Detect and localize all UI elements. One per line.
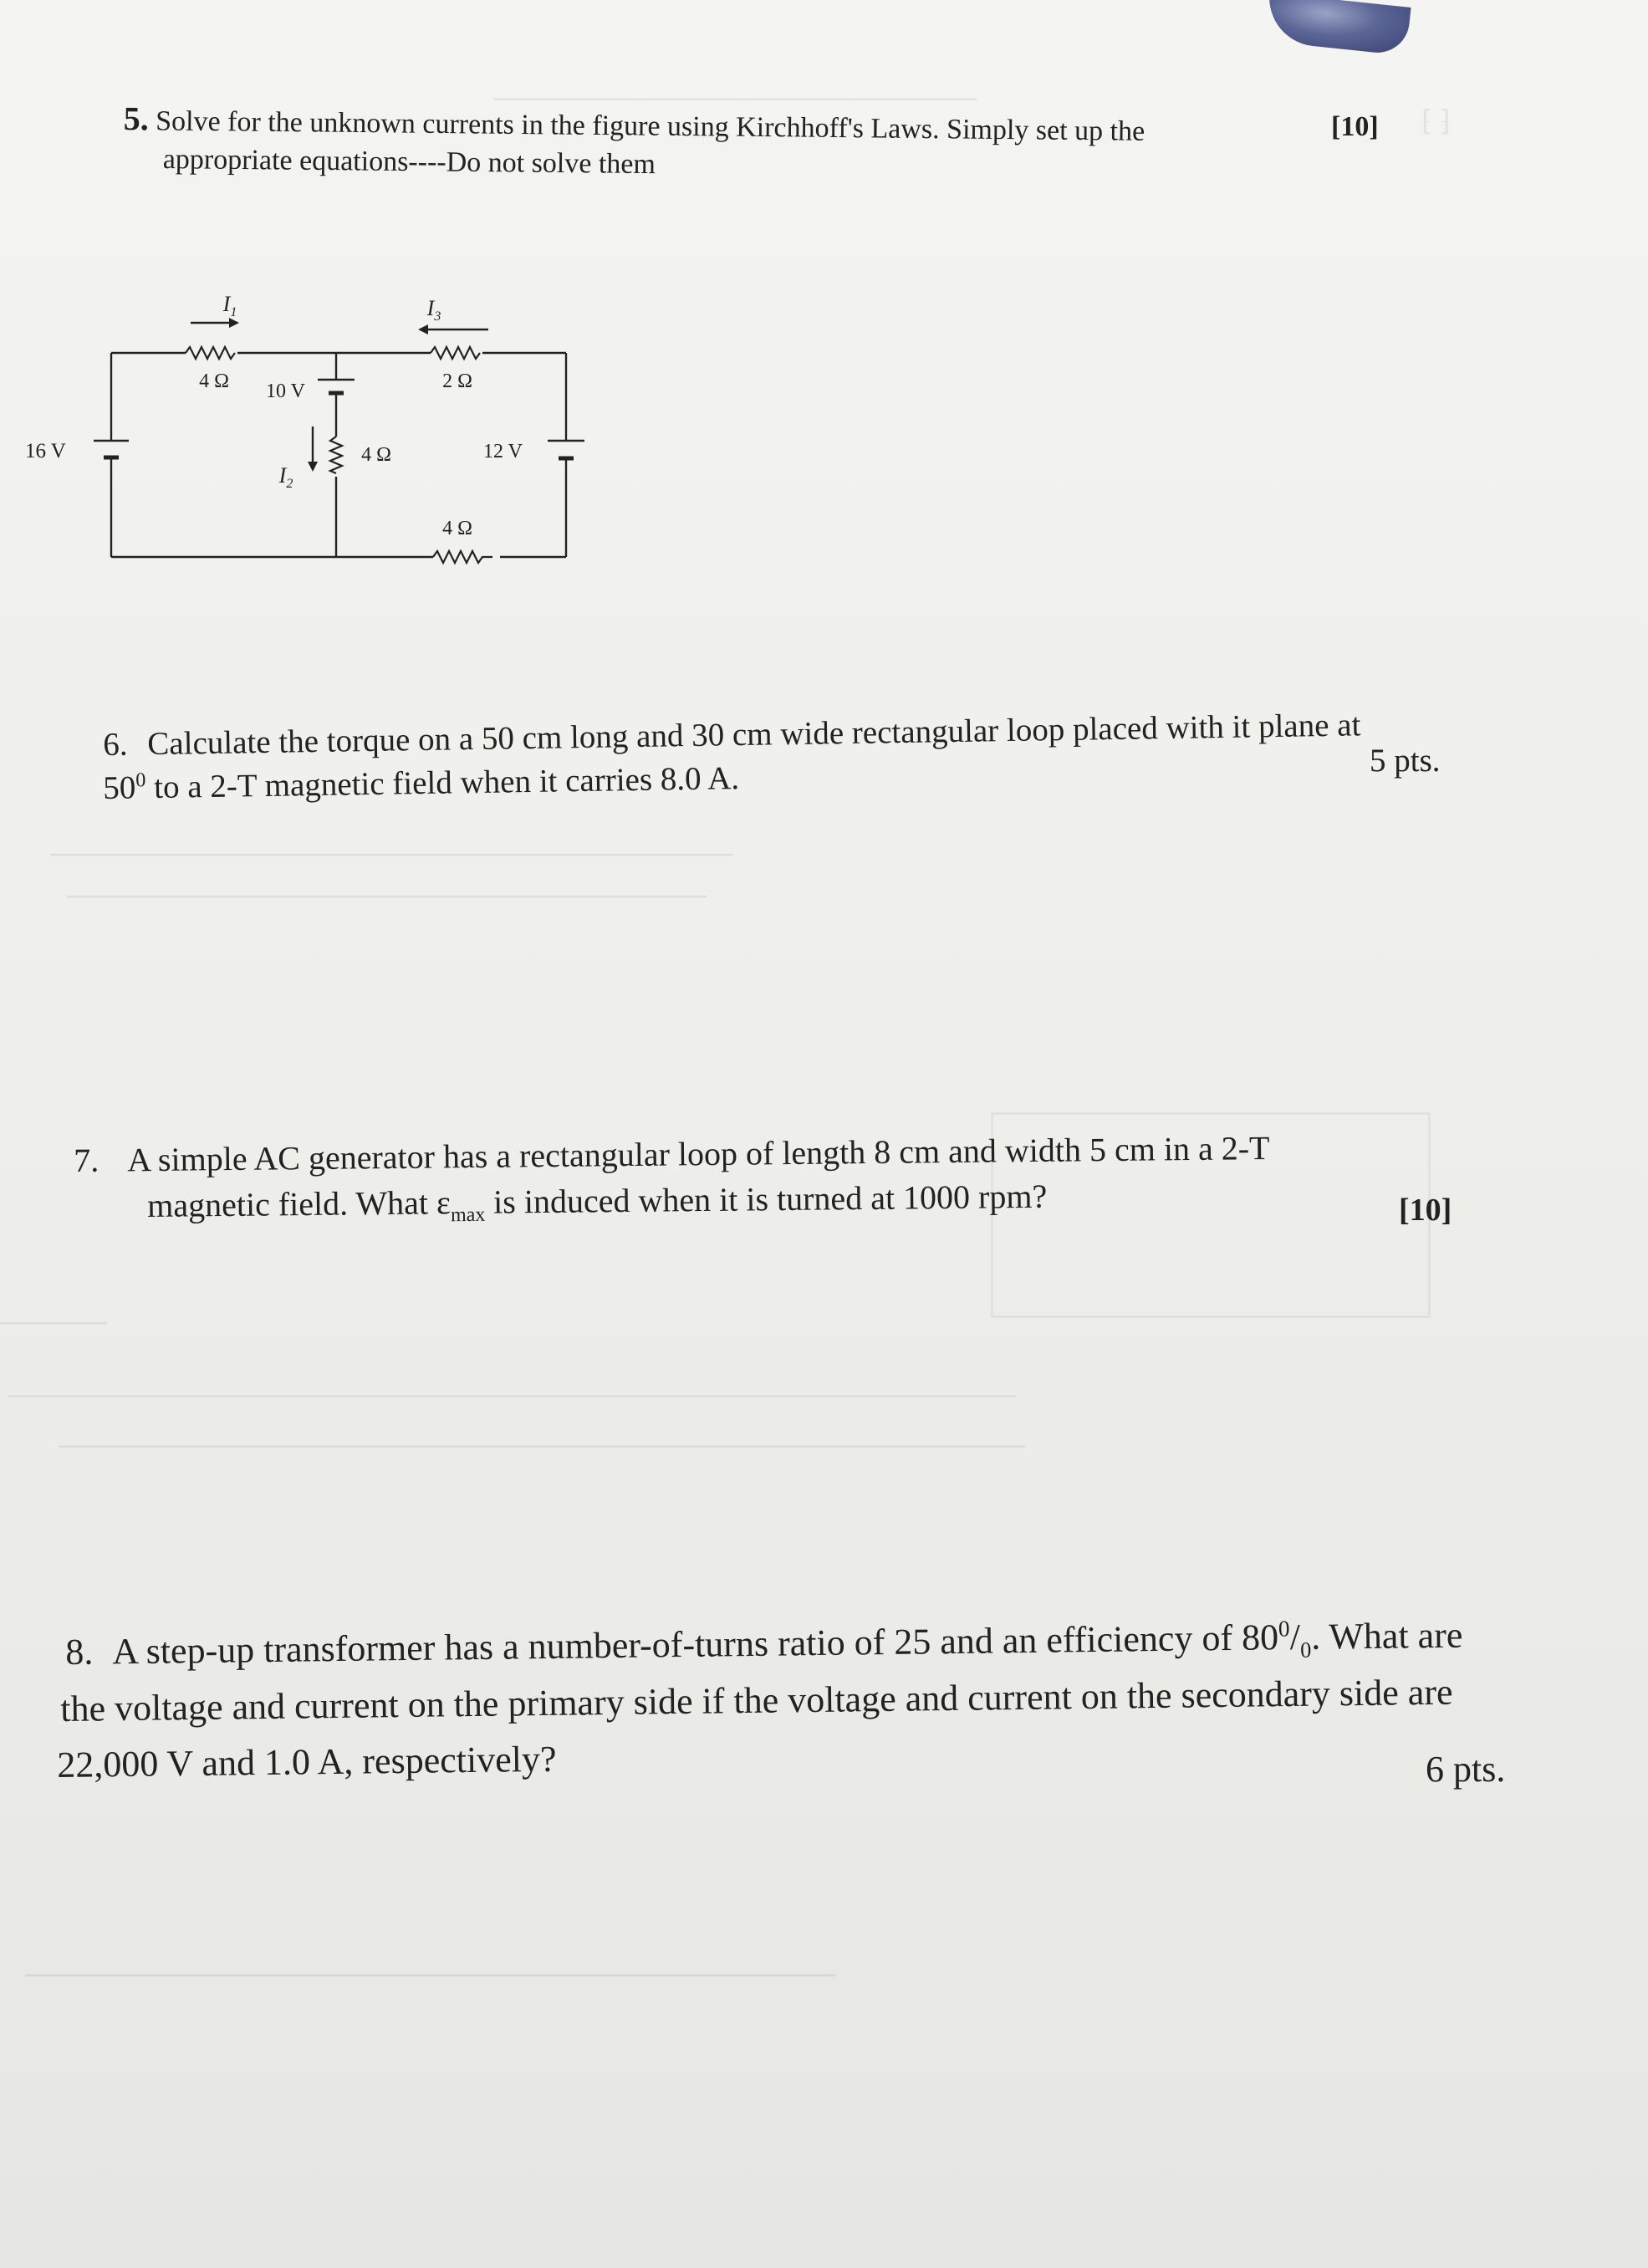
resistor-top-right [431,347,480,359]
circuit-diagram [0,276,635,577]
question-5-number: 5. [123,99,149,138]
battery-16v [94,441,129,457]
question-5-points: [10] [1331,111,1379,142]
paper-clip-cover [1264,0,1411,56]
bleed-through-text: ──────────────────────────────── [50,837,733,871]
question-7-number: 7. [74,1141,99,1179]
question-5 [124,99,1145,149]
question-6-number: 6. [103,726,128,763]
question-6 [103,706,1361,764]
question-7-points: [10] [1399,1193,1452,1228]
question-6-points: 5 pts. [1370,743,1441,779]
current-label-i2: $I_2$ [278,463,293,491]
question-6-line-1: Calculate the torque on a 50 cm long and 30 cm wide rectangular loop placed with it plane at [147,707,1361,763]
current-arrow-i2 [308,427,318,472]
question-7-line-1: A simple AC generator has a rectangular loop of length 8 cm and width 5 cm in a 2-T [127,1129,1270,1179]
resistor-top-right-label: 2 Ω [442,370,472,392]
voltage-label-10v: 10 V [266,381,305,402]
bleed-through-text: ──────────────────────────────────────────────── [59,1430,1026,1462]
question-5-line-1: Solve for the unknown currents in the figure using Kirchhoff's Laws. Simply set up the [156,105,1145,147]
question-8-line-2: the voltage and current on the primary side if the voltage and current on the secondary side are [60,1671,1453,1729]
resistor-top-left [186,347,235,359]
battery-10v [318,380,355,393]
bleed-through-text: ───── [0,1305,107,1339]
resistor-middle-label: 4 Ω [361,444,391,466]
current-label-i1: $I_1$ [222,292,237,319]
question-6-line-2: $50^0$ to a 2-T magnetic field when it carries 8.0 A. [103,760,740,806]
question-8 [65,1614,1463,1678]
bleed-through-text: ────────────────────────────────────── [25,1958,836,1991]
question-8-line-1: A step-up transformer has a number-of-turns ratio of 25 and an efficiency of $80^0/_0$. What are [112,1614,1463,1673]
resistor-bottom-label: 4 Ω [442,518,472,539]
bleed-through-text: ──────────────────────── [493,84,977,115]
resistor-top-left-label: 4 Ω [199,370,229,392]
bleed-through-text: ────────────────────────────── [67,879,707,912]
current-label-i3: $I_3$ [426,296,441,324]
bleed-through-text: ⁅ ⁆ [1421,106,1452,137]
current-arrow-i3 [418,324,488,335]
question-8-line-3: 22,000 V and 1.0 A, respectively? [57,1738,557,1785]
resistor-middle [330,437,342,473]
question-8-points: 6 pts. [1426,1749,1506,1790]
bleed-through-text: ────────────────────────────────────────────────── [8,1380,1016,1412]
question-5-line-2: appropriate equations----Do not solve them [162,144,656,181]
resistor-bottom [433,551,492,563]
battery-12v [548,441,584,458]
voltage-label-12v: 12 V [483,441,523,462]
question-8-number: 8. [65,1631,94,1673]
voltage-label-16v: 16 V [25,440,66,462]
question-7-line-2: magnetic field. What $\varepsilon_{max}$ is induced when it is turned at 1000 rpm? [147,1177,1048,1227]
